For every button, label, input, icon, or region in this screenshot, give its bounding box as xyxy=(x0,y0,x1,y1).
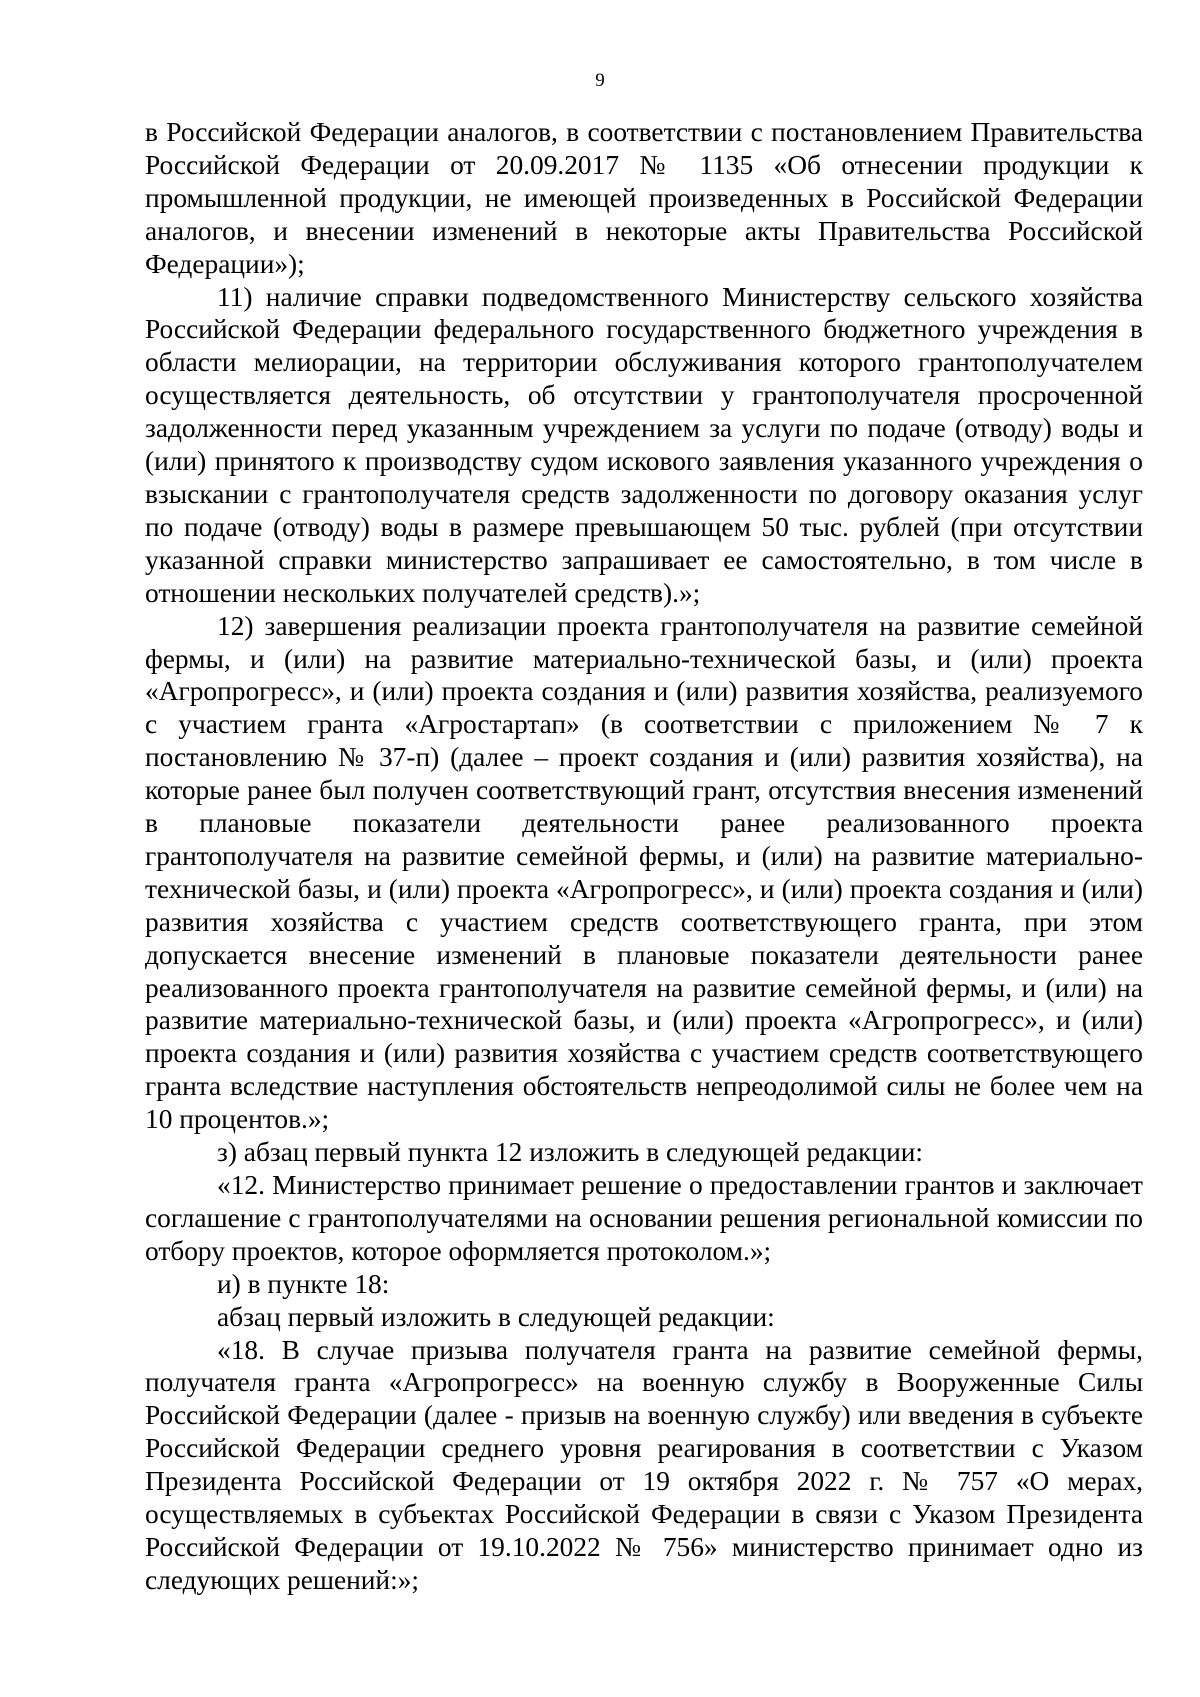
paragraph-amendment-i: и) в пункте 18: xyxy=(217,1268,390,1299)
paragraph-item-12: 12) завершения реализации проекта грантополучателя на развитие семейной фермы, и (или) на развитие материально-технической базы, и (или) проекта «Агропрогресс», и (или) проекта создания и (или) развития хозяйства, реализуемого с участием гранта «Агростартап» (в соответствии с приложением № 7 к постановлению № 37-п) (далее – проект создания и (или) развития хозяйства), на которые ранее был получен соответствующий грант, отсутствия внесения изменений в плановые показатели деятельности ранее реализованного проекта грантополучателя на развитие семейной фермы, и (или) на развитие материально-технической базы, и (или) проекта «Агропрогресс», и (или) проекта создания и (или) развития хозяйства с участием средств соответствующего гранта, при этом допускается внесение изменений в плановые показатели деятельности ранее реализованного проекта грантополучателя на развитие семейной фермы, и (или) на развитие материально-технической базы, и (или) проекта «Агропрогресс», и (или) проекта создания и (или) развития хозяйства с участием средств соответствующего гранта вследствие наступления обстоятельств непреодолимой силы не более чем на 10 процентов.»; xyxy=(145,610,1143,1135)
paragraph-clause-12: «12. Министерство принимает решение о предоставлении грантов и заключает соглашение с грантополучателями на основании решения региональной комиссии по отбору проектов, которое оформляется протоколом.»; xyxy=(145,1170,1143,1266)
paragraph-clause-18: «18. В случае призыва получателя гранта на развитие семейной фермы, получателя гранта «Агропрогресс» на военную службу в Вооруженные Силы Российской Федерации (далее - призыв на военную службу) или введения в субъекте Российской Федерации среднего уровня реагирования в соответствии с Указом Президента Российской Федерации от 19 октября 2022 г. № 757 «О мерах, осуществляемых в субъектах Российской Федерации в связи с Указом Президента Российской Федерации от 19.10.2022 № 756» министерство принимает одно из следующих решений:»; xyxy=(145,1334,1143,1595)
paragraph-continuation: в Российской Федерации аналогов, в соответствии с постановлением Правительства Российской Федерации от 20.09.2017 № 1135 «Об отнесении продукции к промышленной продукции, не имеющей произведенных в Российской Федерации аналогов, и внесении изменений в некоторые акты Правительства Российской Федерации»); xyxy=(145,117,1143,279)
page-number: 9 xyxy=(595,70,605,91)
paragraph-item-11: 11) наличие справки подведомственного Министерству сельского хозяйства Российской Федерации федерального государственного бюджетного учреждения в области мелиорации, на территории обслуживания которого грантополучателем осуществляется деятельность, об отсутствии у грантополучателя просроченной задолженности перед указанным учреждением за услуги по подаче (отводу) воды и (или) принятого к производству судом искового заявления указанного учреждения о взыскании с грантополучателя средств задолженности по договору оказания услуг по подаче (отводу) воды в размере превышающем 50 тыс. рублей (при отсутствии указанной справки министерство запрашивает ее самостоятельно, в том числе в отношении нескольких получателей средств).»; xyxy=(145,281,1143,608)
paragraph-amendment-z: з) абзац первый пункта 12 изложить в следующей редакции: xyxy=(217,1137,924,1168)
document-body xyxy=(145,116,1143,1597)
paragraph-first-abzac: абзац первый изложить в следующей редакции: xyxy=(217,1301,775,1332)
